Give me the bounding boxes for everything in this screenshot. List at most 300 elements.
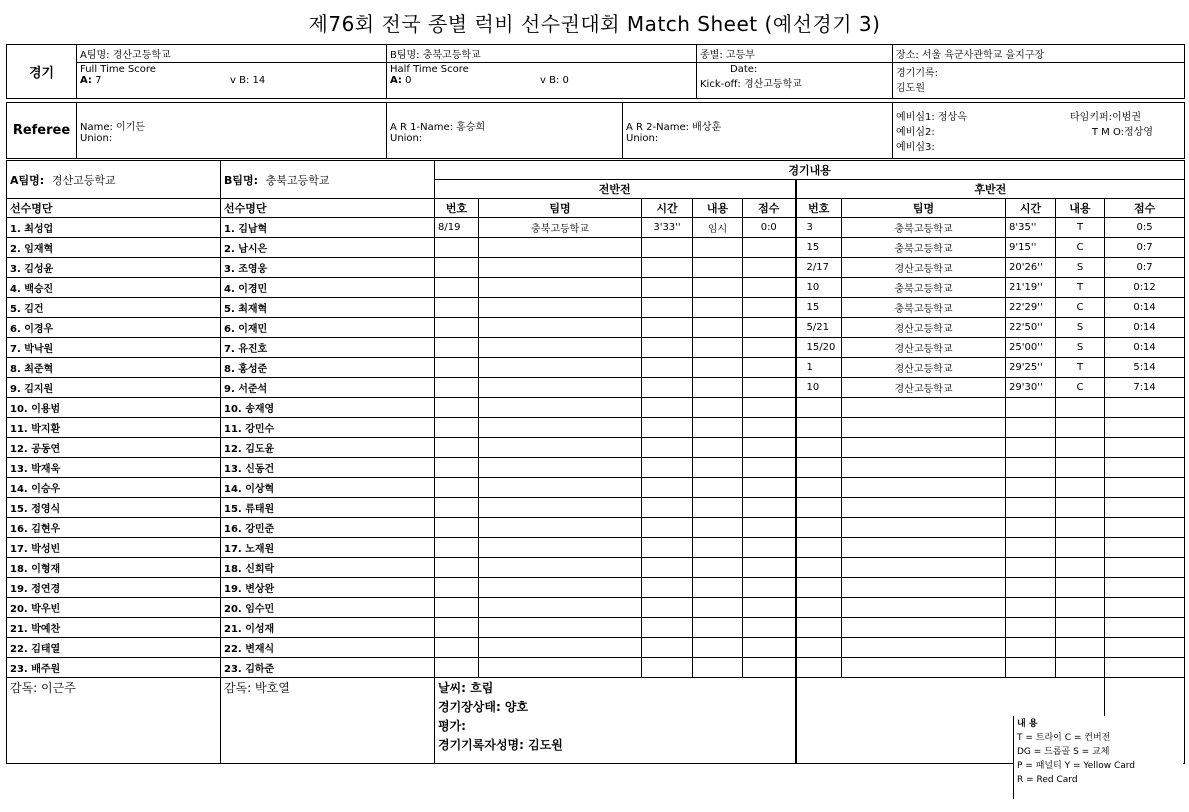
- fh-empty-team: [479, 338, 642, 358]
- coach-a-text: 감독: 이근주: [10, 681, 76, 695]
- legend-dropgoal: DG = 드롭골 S = 교체: [1017, 747, 1110, 757]
- sh-event-no: 15: [796, 238, 842, 258]
- fh-empty-time: [642, 378, 693, 398]
- venue: 장소: 서울 육군사관학교 을지구장: [893, 45, 1185, 63]
- fh-empty-team: [479, 458, 642, 478]
- sh-empty-team: [842, 638, 1006, 658]
- half-b-label: v B:: [540, 75, 560, 86]
- a-team-header: [7, 161, 221, 199]
- sh-empty-no: [796, 598, 842, 618]
- sh-col-no: 번호: [796, 199, 842, 218]
- sh-event-time: 8'35'': [1006, 218, 1056, 238]
- legend-redcard: R = Red Card: [1017, 775, 1078, 785]
- player-b: 18. 신희락: [221, 558, 435, 578]
- fh-empty-content: [693, 278, 743, 298]
- fh-empty-score: [743, 478, 796, 498]
- fh-empty-content: [693, 258, 743, 278]
- sh-empty-no: [796, 438, 842, 458]
- fh-empty-time: [642, 518, 693, 538]
- fh-empty-content: [693, 358, 743, 378]
- fh-empty-team: [479, 498, 642, 518]
- player-b: 6. 이재민: [221, 318, 435, 338]
- b-team-name: B팀명: 충북고등학교: [387, 45, 697, 63]
- fh-empty-score: [743, 258, 796, 278]
- sh-event-content: S: [1056, 338, 1105, 358]
- fh-empty-team: [479, 378, 642, 398]
- fh-empty-score: [743, 378, 796, 398]
- ar2-name: A R 2-Name: 배상훈: [626, 121, 722, 133]
- coach-a: [7, 678, 221, 764]
- fh-empty-time: [642, 258, 693, 278]
- match-info-table: [6, 44, 1185, 99]
- sh-empty-content: [1056, 498, 1105, 518]
- fh-empty-content: [693, 638, 743, 658]
- recorder-signature: 경기기록자성명: 김도원: [438, 738, 563, 752]
- table-row: [7, 418, 1185, 438]
- sh-col-score: 점수: [1105, 199, 1185, 218]
- match-date: Date:: [730, 64, 758, 75]
- fh-empty-team: [479, 238, 642, 258]
- sh-empty-time: [1006, 478, 1056, 498]
- fh-empty-time: [642, 618, 693, 638]
- sh-event-no: 2/17: [796, 258, 842, 278]
- fh-empty-content: [693, 298, 743, 318]
- sh-event-content: C: [1056, 238, 1105, 258]
- fh-empty-time: [642, 638, 693, 658]
- half-time-label: Half Time Score: [390, 64, 469, 75]
- sh-event-time: 21'19'': [1006, 278, 1056, 298]
- fh-empty-team: [479, 478, 642, 498]
- table-row: [7, 338, 1185, 358]
- full-b-label: v B:: [230, 75, 250, 86]
- sh-empty-content: [1056, 618, 1105, 638]
- player-a: 12. 공동연: [7, 438, 221, 458]
- a-team-label: A팀명:: [10, 173, 45, 187]
- fh-empty-score: [743, 418, 796, 438]
- sh-empty-time: [1006, 418, 1056, 438]
- match-label: 경기: [7, 45, 77, 99]
- player-a: 20. 박우빈: [7, 598, 221, 618]
- record-label: 경기기록:: [896, 68, 939, 79]
- fh-empty-team: [479, 418, 642, 438]
- sh-empty-no: [796, 558, 842, 578]
- ar1-union: Union:: [390, 132, 423, 144]
- sh-event-team: 충북고등학교: [842, 278, 1006, 298]
- player-b: 19. 변상완: [221, 578, 435, 598]
- sh-event-score: 0:14: [1105, 318, 1185, 338]
- player-a: 6. 이경우: [7, 318, 221, 338]
- fh-empty-time: [642, 478, 693, 498]
- sh-event-score: 0:14: [1105, 298, 1185, 318]
- fh-empty-time: [642, 238, 693, 258]
- sh-event-time: 22'29'': [1006, 298, 1056, 318]
- fh-empty-content: [693, 538, 743, 558]
- fh-empty-content: [693, 578, 743, 598]
- second-half-label: 후반전: [796, 180, 1185, 199]
- sh-event-no: 3: [796, 218, 842, 238]
- sh-event-time: 25'00'': [1006, 338, 1056, 358]
- table-row: [7, 638, 1185, 658]
- fh-empty-time: [642, 658, 693, 678]
- sh-empty-no: [796, 538, 842, 558]
- player-b: 22. 변재식: [221, 638, 435, 658]
- sh-event-content: S: [1056, 318, 1105, 338]
- sh-col-content: 내용: [1056, 199, 1105, 218]
- sh-empty-time: [1006, 458, 1056, 478]
- sh-empty-content: [1056, 518, 1105, 538]
- sh-empty-time: [1006, 398, 1056, 418]
- fh-col-score: 점수: [743, 199, 796, 218]
- sh-event-team: 충북고등학교: [842, 298, 1006, 318]
- player-a: 10. 이용범: [7, 398, 221, 418]
- fh-empty-no: [435, 498, 479, 518]
- fh-empty-time: [642, 418, 693, 438]
- division: 종별: 고등부: [697, 45, 893, 63]
- referee-union: Union:: [80, 132, 113, 144]
- sh-empty-no: [796, 478, 842, 498]
- player-b: 17. 노재원: [221, 538, 435, 558]
- sh-empty-score: [1105, 538, 1185, 558]
- player-b: 23. 김하준: [221, 658, 435, 678]
- b-team-value: 충북고등학교: [265, 173, 330, 187]
- fh-empty-score: [743, 438, 796, 458]
- player-b: 3. 조영웅: [221, 258, 435, 278]
- sh-event-team: 경산고등학교: [842, 338, 1006, 358]
- a-team-name: A팀명: 경산고등학교: [77, 45, 387, 63]
- sh-event-team: 경산고등학교: [842, 378, 1006, 398]
- sh-empty-team: [842, 398, 1006, 418]
- sh-empty-no: [796, 418, 842, 438]
- sh-empty-content: [1056, 558, 1105, 578]
- fh-empty-no: [435, 338, 479, 358]
- ar2-cell: [623, 103, 893, 159]
- referee-cell: [77, 103, 387, 159]
- coach-b: [221, 678, 435, 764]
- fh-empty-team: [479, 518, 642, 538]
- fh-event-content: 임시: [693, 218, 743, 238]
- fh-empty-team: [479, 438, 642, 458]
- evaluation: 평가:: [438, 719, 466, 733]
- fh-empty-team: [479, 398, 642, 418]
- player-a: 2. 임재혁: [7, 238, 221, 258]
- player-b: 12. 김도윤: [221, 438, 435, 458]
- player-b: 16. 강민준: [221, 518, 435, 538]
- fh-empty-no: [435, 558, 479, 578]
- sh-empty-content: [1056, 658, 1105, 678]
- player-a: 5. 김건: [7, 298, 221, 318]
- sh-col-team: 팀명: [842, 199, 1006, 218]
- fh-empty-time: [642, 338, 693, 358]
- fh-empty-no: [435, 438, 479, 458]
- sh-event-team: 경산고등학교: [842, 258, 1006, 278]
- player-a: 11. 박지환: [7, 418, 221, 438]
- weather: 날씨: 흐림: [438, 681, 494, 695]
- sh-event-no: 1: [796, 358, 842, 378]
- date-kickoff: [697, 63, 893, 99]
- sh-col-time: 시간: [1006, 199, 1056, 218]
- fh-empty-team: [479, 278, 642, 298]
- sh-empty-content: [1056, 578, 1105, 598]
- table-row: [7, 298, 1185, 318]
- sh-event-time: 20'26'': [1006, 258, 1056, 278]
- fh-empty-content: [693, 238, 743, 258]
- referee-name: Name: 이기든: [80, 121, 146, 133]
- player-a: 16. 김현우: [7, 518, 221, 538]
- player-a: 3. 김성윤: [7, 258, 221, 278]
- fh-empty-content: [693, 398, 743, 418]
- fh-empty-content: [693, 458, 743, 478]
- fh-empty-no: [435, 398, 479, 418]
- ar1-cell: [387, 103, 623, 159]
- fh-empty-score: [743, 598, 796, 618]
- full-a-score: 7: [95, 75, 102, 86]
- reserve-referee-3: 예비심3:: [896, 142, 935, 153]
- fh-empty-score: [743, 278, 796, 298]
- fh-empty-score: [743, 518, 796, 538]
- fh-empty-team: [479, 578, 642, 598]
- sh-empty-score: [1105, 618, 1185, 638]
- first-half-label: 전반전: [435, 180, 796, 199]
- fh-empty-team: [479, 658, 642, 678]
- sh-empty-no: [796, 458, 842, 478]
- sh-event-team: 충북고등학교: [842, 238, 1006, 258]
- fh-empty-no: [435, 458, 479, 478]
- table-row: [7, 398, 1185, 418]
- sh-empty-no: [796, 578, 842, 598]
- fh-empty-time: [642, 318, 693, 338]
- sh-empty-team: [842, 658, 1006, 678]
- sh-empty-score: [1105, 458, 1185, 478]
- table-row: [7, 358, 1185, 378]
- legend-penalty: P = 패널티 Y = Yellow Card: [1017, 761, 1136, 771]
- ar2-union: Union:: [626, 132, 659, 144]
- sh-empty-score: [1105, 518, 1185, 538]
- sh-event-content: S: [1056, 258, 1105, 278]
- sh-empty-score: [1105, 658, 1185, 678]
- table-row: [7, 558, 1185, 578]
- reserve-referee-1: 예비심1: 정상옥: [896, 112, 967, 123]
- fh-empty-score: [743, 618, 796, 638]
- sh-event-no: 10: [796, 378, 842, 398]
- sh-empty-team: [842, 438, 1006, 458]
- sh-event-time: 29'25'': [1006, 358, 1056, 378]
- sh-empty-team: [842, 478, 1006, 498]
- fh-empty-time: [642, 598, 693, 618]
- fh-empty-team: [479, 618, 642, 638]
- fh-empty-content: [693, 518, 743, 538]
- half-a-label: A:: [390, 75, 402, 86]
- b-team-label: B팀명:: [224, 173, 259, 187]
- sh-empty-no: [796, 398, 842, 418]
- sh-empty-content: [1056, 598, 1105, 618]
- legend: [1013, 716, 1183, 799]
- fh-empty-team: [479, 598, 642, 618]
- fh-empty-team: [479, 298, 642, 318]
- player-b: 21. 이성재: [221, 618, 435, 638]
- player-b: 2. 남시은: [221, 238, 435, 258]
- sh-empty-team: [842, 498, 1006, 518]
- player-b: 11. 강민수: [221, 418, 435, 438]
- fh-empty-score: [743, 658, 796, 678]
- sh-event-no: 5/21: [796, 318, 842, 338]
- sh-event-score: 0:7: [1105, 258, 1185, 278]
- game-content-label: 경기내용: [435, 161, 1185, 180]
- table-row: [7, 498, 1185, 518]
- fh-empty-score: [743, 498, 796, 518]
- player-b: 1. 김남혁: [221, 218, 435, 238]
- kickoff: Kick-off: 경산고등학교: [700, 79, 802, 90]
- fh-empty-no: [435, 618, 479, 638]
- fh-empty-score: [743, 578, 796, 598]
- fh-empty-no: [435, 358, 479, 378]
- sh-empty-time: [1006, 638, 1056, 658]
- full-time-score: [77, 63, 387, 99]
- roster-label-b: 선수명단: [221, 199, 435, 218]
- sh-empty-no: [796, 658, 842, 678]
- table-row: [7, 658, 1185, 678]
- player-a: 15. 정영식: [7, 498, 221, 518]
- sh-empty-team: [842, 558, 1006, 578]
- fh-empty-time: [642, 458, 693, 478]
- fh-empty-no: [435, 418, 479, 438]
- table-row: [7, 458, 1185, 478]
- roster-label-a: 선수명단: [7, 199, 221, 218]
- player-a: 17. 박성빈: [7, 538, 221, 558]
- player-b: 7. 유진호: [221, 338, 435, 358]
- fh-empty-time: [642, 558, 693, 578]
- player-a: 9. 김지원: [7, 378, 221, 398]
- fh-empty-time: [642, 498, 693, 518]
- sh-empty-score: [1105, 398, 1185, 418]
- fh-empty-time: [642, 358, 693, 378]
- half-b-score: 0: [562, 75, 569, 86]
- sh-empty-team: [842, 598, 1006, 618]
- player-b: 10. 송재영: [221, 398, 435, 418]
- sh-event-no: 10: [796, 278, 842, 298]
- player-a: 22. 김태열: [7, 638, 221, 658]
- fh-empty-no: [435, 278, 479, 298]
- fh-event-team: 충북고등학교: [479, 218, 642, 238]
- sh-empty-time: [1006, 578, 1056, 598]
- sh-event-score: 0:12: [1105, 278, 1185, 298]
- sh-event-no: 15: [796, 298, 842, 318]
- fh-empty-team: [479, 638, 642, 658]
- fh-empty-no: [435, 658, 479, 678]
- sh-empty-score: [1105, 478, 1185, 498]
- referee-table: [6, 102, 1185, 159]
- table-row: [7, 538, 1185, 558]
- sh-empty-team: [842, 538, 1006, 558]
- player-b: 15. 류태원: [221, 498, 435, 518]
- player-a: 23. 배주원: [7, 658, 221, 678]
- fh-empty-content: [693, 558, 743, 578]
- sh-empty-content: [1056, 418, 1105, 438]
- fh-empty-time: [642, 438, 693, 458]
- fh-empty-no: [435, 638, 479, 658]
- sh-empty-no: [796, 618, 842, 638]
- fh-empty-score: [743, 558, 796, 578]
- timekeeper: 타임키퍼:이범권: [1070, 112, 1141, 123]
- fh-event-score: 0:0: [743, 218, 796, 238]
- sh-event-content: T: [1056, 278, 1105, 298]
- player-a: 14. 이승우: [7, 478, 221, 498]
- fh-empty-no: [435, 258, 479, 278]
- fh-empty-no: [435, 538, 479, 558]
- fh-empty-team: [479, 558, 642, 578]
- player-b: 20. 임수민: [221, 598, 435, 618]
- player-b: 5. 최재혁: [221, 298, 435, 318]
- fh-empty-no: [435, 578, 479, 598]
- sh-empty-content: [1056, 438, 1105, 458]
- fh-empty-team: [479, 358, 642, 378]
- page-title: 제76회 전국 종별 럭비 선수권대회 Match Sheet (예선경기 3): [308, 12, 881, 36]
- sh-empty-content: [1056, 638, 1105, 658]
- coach-b-text: 감독: 박호열: [224, 681, 290, 695]
- match-record: [893, 63, 1185, 99]
- tmo: T M O:정상영: [1091, 127, 1153, 138]
- sh-empty-no: [796, 518, 842, 538]
- sh-empty-time: [1006, 618, 1056, 638]
- fh-empty-no: [435, 238, 479, 258]
- fh-col-no: 번호: [435, 199, 479, 218]
- sh-event-team: 경산고등학교: [842, 358, 1006, 378]
- fh-empty-score: [743, 638, 796, 658]
- sh-empty-time: [1006, 558, 1056, 578]
- sh-empty-content: [1056, 538, 1105, 558]
- fh-empty-time: [642, 398, 693, 418]
- fh-empty-no: [435, 318, 479, 338]
- fh-empty-content: [693, 378, 743, 398]
- fh-empty-score: [743, 298, 796, 318]
- sh-empty-team: [842, 578, 1006, 598]
- sh-empty-team: [842, 618, 1006, 638]
- fh-empty-content: [693, 318, 743, 338]
- fh-empty-no: [435, 298, 479, 318]
- sh-event-score: 0:5: [1105, 218, 1185, 238]
- sh-empty-score: [1105, 558, 1185, 578]
- sh-empty-score: [1105, 578, 1185, 598]
- field-condition: 경기장상태: 양호: [438, 700, 529, 714]
- full-time-label: Full Time Score: [80, 64, 156, 75]
- sh-empty-time: [1006, 498, 1056, 518]
- sh-event-score: 7:14: [1105, 378, 1185, 398]
- fh-empty-time: [642, 538, 693, 558]
- player-b: 9. 서준석: [221, 378, 435, 398]
- table-row: [7, 618, 1185, 638]
- sh-event-score: 0:7: [1105, 238, 1185, 258]
- fh-empty-content: [693, 618, 743, 638]
- fh-empty-content: [693, 658, 743, 678]
- table-row: [7, 598, 1185, 618]
- player-a: 21. 박예찬: [7, 618, 221, 638]
- fh-empty-score: [743, 538, 796, 558]
- table-row: [7, 258, 1185, 278]
- fh-event-time: 3'33'': [642, 218, 693, 238]
- fh-empty-team: [479, 318, 642, 338]
- sh-empty-content: [1056, 458, 1105, 478]
- sh-empty-time: [1006, 598, 1056, 618]
- fh-empty-time: [642, 578, 693, 598]
- player-a: 13. 박재욱: [7, 458, 221, 478]
- player-a: 8. 최준혁: [7, 358, 221, 378]
- record-name: 김도원: [896, 83, 925, 94]
- fh-empty-content: [693, 478, 743, 498]
- table-row: [7, 478, 1185, 498]
- table-row: [7, 438, 1185, 458]
- fh-empty-time: [642, 298, 693, 318]
- match-conditions: [435, 678, 796, 764]
- sh-empty-time: [1006, 538, 1056, 558]
